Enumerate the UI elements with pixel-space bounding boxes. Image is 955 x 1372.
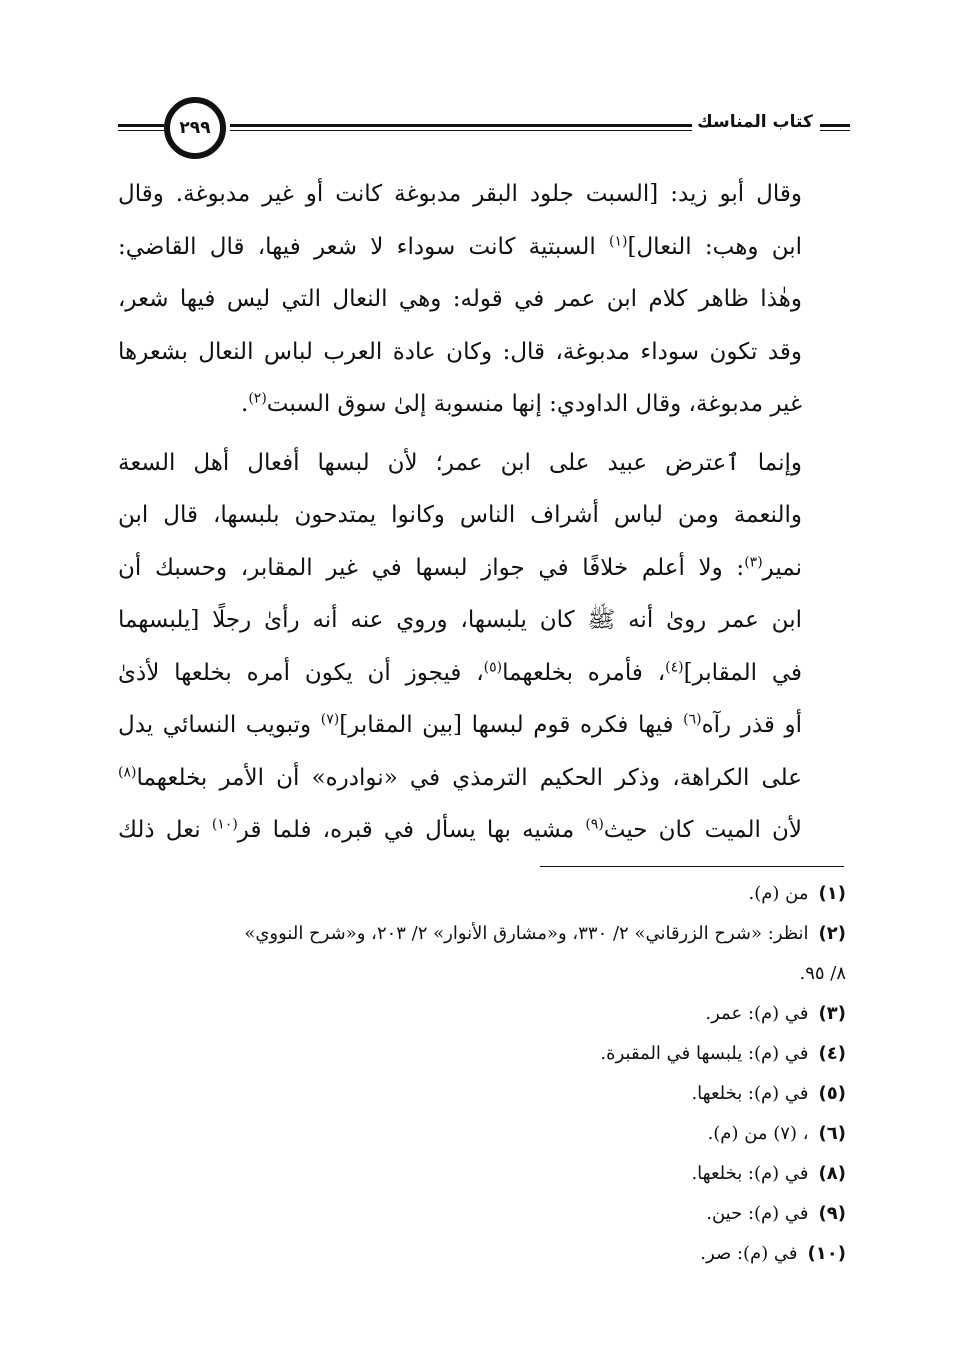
footnote-number: (٩)	[818, 1203, 846, 1224]
text-line: نمير$^{(٣)}$: ولا أعلم خلافًا في جواز لبسها في غير المقابر، وحسبك أن	[118, 553, 802, 581]
footnote-marker: (٣)	[744, 553, 763, 570]
footnote-marker: (١)	[609, 232, 628, 249]
footnote-item	[118, 874, 846, 914]
footnote-separator	[540, 866, 844, 867]
text-line: ابن وهب: النعال]$^{(١)}$ السبتية كانت سوداء لا شعر فيها، قال القاضي:	[118, 232, 802, 260]
footnote-marker: (١٠)	[211, 816, 238, 833]
page-header	[118, 96, 850, 166]
footnote-marker: (٥)	[483, 658, 503, 675]
footnote-text: في (م): عمر.	[705, 1003, 809, 1024]
footnote-text: في (م): حين.	[706, 1203, 809, 1224]
footnote-text: انظر: «شرح الزرقاني» ٢/ ٣٣٠، و«مشارق الأنوار» ٢/ ٢٠٣، و«شرح النووي»	[244, 923, 809, 944]
footnote-item	[118, 1074, 846, 1114]
text-line: على الكراهة، وذكر الحكيم الترمذي في «نوادره» أن الأمر بخلعهما$^{(٨)}$	[118, 763, 802, 791]
footnote-item	[118, 914, 846, 954]
footnote-marker: (٧)	[320, 711, 340, 728]
footnote-number: (٣)	[818, 1003, 846, 1024]
footnote-marker: (٢)	[248, 390, 267, 407]
footnote-marker: (٨)	[118, 763, 137, 780]
text-line: ابن عمر روىٰ أنه ﷺ كان يلبسها، وروي عنه أنه رأىٰ رجلًا [يلبسهما	[118, 607, 802, 633]
footnote-number: (٦)	[818, 1123, 846, 1144]
footnote-number: (٤)	[818, 1043, 846, 1064]
footnote-text: في (م): بخلعها.	[691, 1163, 809, 1184]
paragraph-2	[118, 437, 850, 857]
footnote-marker: (٩)	[585, 816, 604, 833]
footnote-continuation	[118, 954, 846, 994]
footnote-item	[118, 994, 846, 1034]
footnote-marker: (٤)	[665, 658, 684, 675]
header-rule-right	[820, 124, 850, 131]
text-line: وهٰذا ظاهر كلام ابن عمر في قوله: وهي النعال التي ليس فيها شعر،	[118, 286, 802, 312]
running-title: كتاب المناسك	[697, 112, 813, 132]
text-line: وقال أبو زيد: [السبت جلود البقر مدبوغة كانت أو غير مدبوغة. وقال	[118, 181, 802, 207]
text-line: في المقابر]$^{(٤)}$، فأمره بخلعهما$^{(٥)}$، فيجوز أن يكون أمره بخلعها لأذىٰ	[118, 658, 802, 686]
text-line: وقد تكون سوداء مدبوغة، قال: وكان عادة العرب لباس النعال بشعرها	[118, 338, 802, 365]
footnote-item	[118, 1034, 846, 1074]
footnote-item	[118, 1154, 846, 1194]
text-line: وإنما ٱعترض عبيد على ابن عمر؛ لأن لبسها أفعال أهل السعة	[118, 449, 802, 476]
footnote-text: في (م): بخلعها.	[691, 1083, 809, 1104]
footnote-text: ، (٧) من (م).	[707, 1123, 809, 1144]
footnote-item	[118, 1114, 846, 1154]
text-line: والنعمة ومن لباس أشراف الناس وكانوا يمتدحون بلبسها، قال ابن	[118, 502, 802, 528]
paragraph-1	[118, 168, 850, 431]
footnote-number: (٢)	[818, 923, 846, 944]
main-text	[118, 168, 850, 857]
header-rule-middle	[230, 124, 692, 131]
text-line: لأن الميت كان حيث$^{(٩)}$ مشيه بها يسأل في قبره، فلما قر$^{(١٠)}$ نعل ذلك	[118, 816, 802, 843]
footnote-text: في (م): صر.	[700, 1243, 798, 1264]
footnote-text: من (م).	[748, 883, 809, 904]
footnotes	[118, 874, 846, 1274]
text-line: غير مدبوغة، وقال الداودي: إنها منسوبة إلىٰ سوق السبت$^{(٢)}$.	[241, 390, 802, 417]
footnote-text: في (م): يلبسها في المقبرة.	[600, 1043, 809, 1064]
page-number-badge	[164, 97, 226, 159]
page-number: ٢٩٩	[179, 118, 211, 138]
footnote-item	[118, 1194, 846, 1234]
footnote-number: (١)	[818, 883, 846, 904]
footnote-number: (٨)	[818, 1163, 846, 1184]
header-rule-left	[118, 124, 164, 131]
footnote-text: ٨/ ٩٥.	[799, 963, 846, 984]
text-line: أو قذر رآه$^{(٦)}$ فيها فكره قوم لبسها [بين المقابر]$^{(٧)}$ وتبويب النسائي يدل	[118, 711, 803, 738]
footnote-number: (١٠)	[807, 1243, 846, 1264]
footnote-item	[118, 1234, 846, 1274]
footnote-marker: (٦)	[683, 711, 702, 728]
footnote-number: (٥)	[818, 1083, 846, 1104]
